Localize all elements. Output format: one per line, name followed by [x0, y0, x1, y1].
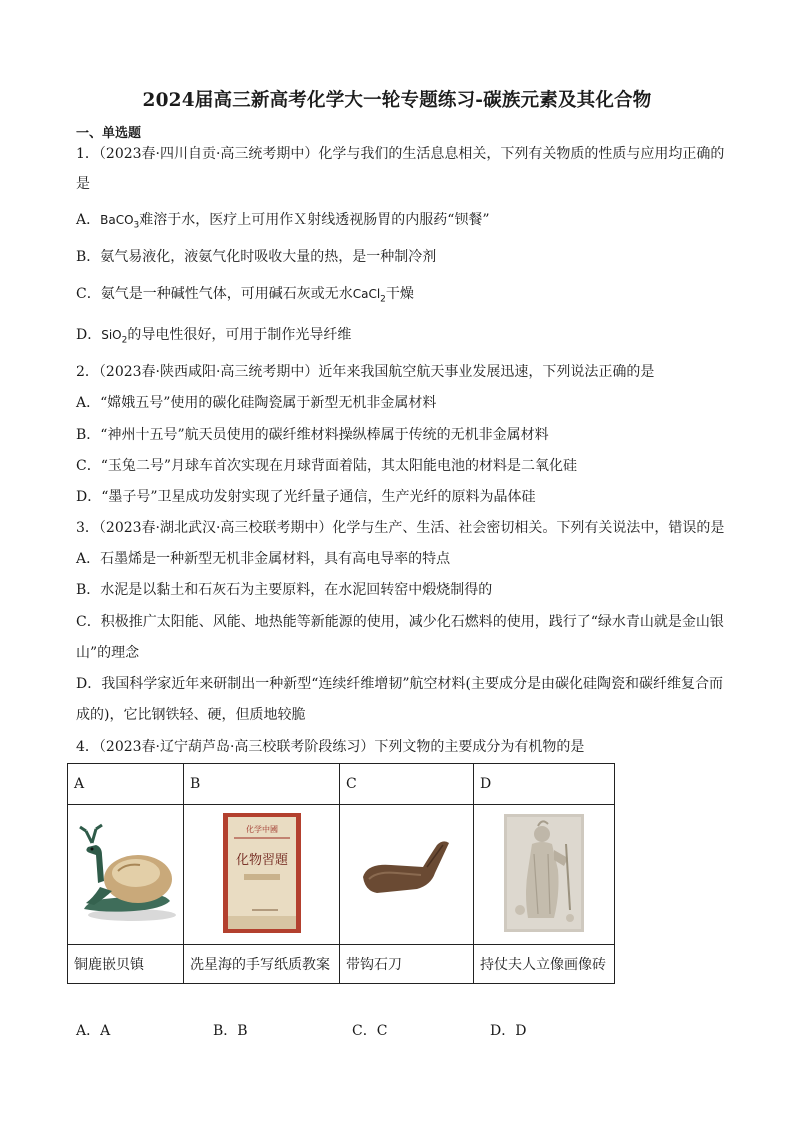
- book-cover-top-text: 化学中國: [245, 824, 278, 834]
- q4-header-b: B: [184, 764, 340, 805]
- q1-option-d: [76, 325, 351, 350]
- q4-header-d: D: [474, 764, 615, 805]
- q1-stem-line1: 1．（2023春·四川自贡·高三统考期中）化学与我们的生活息息相关，下列有关物质的性质与应用均正确的: [76, 146, 725, 162]
- q3-option-a: A．石墨烯是一种新型无机非金属材料，具有高电导率的特点: [76, 551, 451, 567]
- bronze-deer-shell-image: [74, 821, 178, 925]
- q1-option-c-formula: CaCl$_2$: [352, 287, 386, 305]
- q4-caption-a: 铜鹿嵌贝镇: [68, 945, 184, 984]
- q3-option-d-line1: D．我国科学家近年来研制出一种新型“连续纤维增韧”航空材料(主要成分是由碳化硅陶瓷和碳纤维复合而: [76, 676, 723, 692]
- q4-cell-image-d: [474, 805, 615, 945]
- q4-option-a: A．A: [76, 1023, 111, 1039]
- q3-option-c-line1: C．积极推广太阳能、风能、地热能等新能源的使用，减少化石燃料的使用，践行了“绿水青山就是金山银: [76, 614, 724, 630]
- q1-stem-line2: 是: [76, 176, 90, 192]
- q1-option-b: B．氨气易液化，液氨气化时吸收大量的热，是一种制冷剂: [76, 249, 437, 265]
- q2-option-a: A．“嫦娥五号”使用的碳化硅陶瓷属于新型无机非金属材料: [76, 395, 437, 411]
- brick-figure-relief-image: [504, 814, 584, 932]
- q1-option-d-formula: SiO$_2$: [101, 328, 128, 346]
- section-heading: 一、单选题: [76, 126, 142, 141]
- q2-option-b: B．“神州十五号”航天员使用的碳纤维材料操纵棒属于传统的无机非金属材料: [76, 427, 549, 443]
- q4-caption-d: 持仗夫人立像画像砖: [474, 945, 615, 984]
- q3-option-b: B．水泥是以黏土和石灰石为主要原料，在水泥回转窑中煅烧制得的: [76, 582, 493, 598]
- q4-option-b: B．B: [213, 1023, 248, 1039]
- q1-option-a: [76, 210, 490, 235]
- q4-header-a: A: [68, 764, 184, 805]
- q2-option-d: D．“墨子号”卫星成功发射实现了光纤量子通信，生产光纤的原料为晶体硅: [76, 489, 536, 505]
- q4-caption-c: 带钩石刀: [340, 945, 474, 984]
- hooked-stone-knife-image: [357, 833, 457, 913]
- q1-option-a-formula: BaCO$_3$: [100, 213, 140, 231]
- q4-option-d: D．D: [490, 1023, 527, 1039]
- q2-option-c: C．“玉兔二号”月球车首次实现在月球背面着陆，其太阳能电池的材料是二氧化硅: [76, 458, 578, 474]
- q4-cell-image-b: [184, 805, 340, 945]
- q4-header-c: C: [340, 764, 474, 805]
- q1-option-c: [76, 284, 414, 309]
- q1-option-d-text: 的导电性很好，可用于制作光导纤维: [127, 327, 352, 343]
- q1-option-a-label: A．: [76, 212, 101, 228]
- q4-cell-image-a: [68, 805, 184, 945]
- q3-option-d-line2: 成的)，它比钢铁轻、硬，但质地较脆: [76, 707, 306, 723]
- q1-option-d-label: D．: [76, 327, 102, 343]
- q4-stem: 4．（2023春·辽宁葫芦岛·高三校联考阶段练习）下列文物的主要成分为有机物的是: [76, 739, 585, 755]
- q4-caption-b: 冼星海的手写纸质教案: [184, 945, 340, 984]
- q3-stem: 3．（2023春·湖北武汉·高三校联考期中）化学与生产、生活、社会密切相关。下列有关说法中，错误的是: [76, 520, 725, 536]
- q1-option-c-tail: 干燥: [385, 286, 414, 302]
- q4-option-c: C．C: [352, 1023, 388, 1039]
- q3-option-c-line2: 山”的理念: [76, 645, 140, 661]
- q2-stem: 2．（2023春·陕西咸阳·高三统考期中）近年来我国航空航天事业发展迅速，下列说法正确的是: [76, 364, 655, 380]
- book-cover-title-text: 化物習題: [235, 852, 288, 868]
- handwritten-paper-lesson-plan-image: [222, 812, 302, 934]
- q1-option-c-text: C．氨气是一种碱性气体，可用碱石灰或无水: [76, 286, 353, 302]
- q4-cell-image-c: [340, 805, 474, 945]
- page-title: 2024届高三新高考化学大一轮专题练习-碳族元素及其化合物: [142, 90, 652, 111]
- q4-artifact-table: [67, 763, 615, 984]
- q1-option-a-text: 难溶于水，医疗上可用作Ｘ射线透视肠胃的内服药“钡餐”: [139, 212, 490, 228]
